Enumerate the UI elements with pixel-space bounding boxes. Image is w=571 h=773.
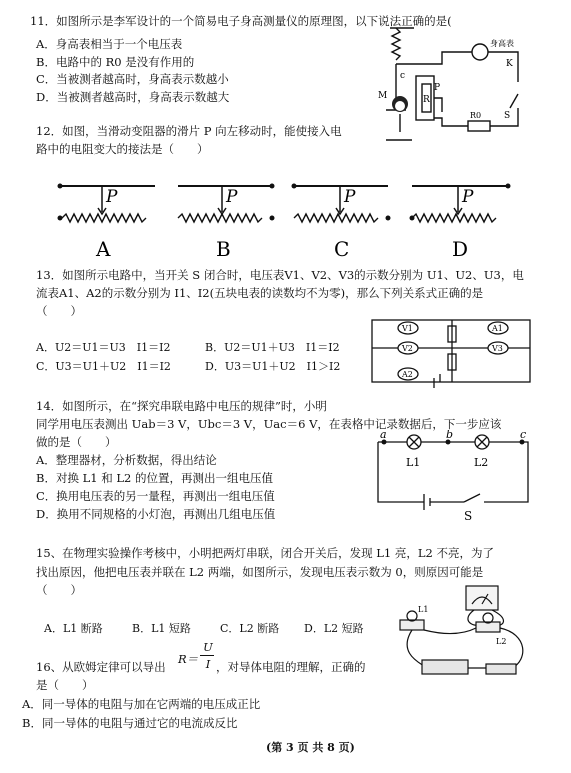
q14-option-d: D．换用不同规格的小灯泡，再测出几组电压值 bbox=[36, 507, 276, 521]
q15-option-d: D．L2 短路 bbox=[304, 622, 364, 635]
svg-text:P: P bbox=[344, 187, 356, 207]
q15-stem-line1: 15、在物理实验操作考核中，小明把两灯串联，闭合开关后，发现 L1 亮，L2 不亮，为了 bbox=[36, 546, 495, 560]
q11-option-b: B．电路中的 R0 是没有作用的 bbox=[36, 55, 195, 69]
fig14-lamp-l2: L2 bbox=[474, 456, 489, 469]
fig11-label-r: R bbox=[423, 95, 430, 105]
svg-text:P: P bbox=[462, 187, 474, 207]
q12-choice-d: D bbox=[452, 237, 469, 260]
q14-option-b: B．对换 L1 和 L2 的位置，再测出一组电压值 bbox=[36, 471, 273, 485]
q16-option-b: B．同一导体的电阻与通过它的电流成反比 bbox=[22, 716, 238, 730]
q13-stem-line2: 流表A1、A2的示数分别为 I1、I2(五块电表的读数均不为零)，那么下列关系式正确的是 bbox=[36, 286, 484, 300]
meter-v3: V3 bbox=[492, 344, 503, 353]
q12-stem-line2: 路中的电阻变大的接法是（ ） bbox=[36, 142, 209, 156]
fig11-label-p: P bbox=[434, 83, 441, 93]
q16-formula-numerator: U bbox=[203, 640, 213, 654]
q13-stem-line3: （ ） bbox=[36, 304, 82, 318]
page-footer: (第 3 页 共 8 页) bbox=[266, 741, 355, 754]
series-lamps-circuit-figure bbox=[368, 430, 538, 524]
q11-option-d: D．当被测者越高时，身高表示数越大 bbox=[36, 90, 230, 104]
fig11-label-k: K bbox=[506, 59, 513, 69]
fig11-label-m: M bbox=[378, 91, 388, 101]
rheostat-c bbox=[292, 184, 391, 223]
q14-option-c: C．换用电压表的另一量程，再测出一组电压值 bbox=[36, 489, 275, 503]
q16-option-a: A．同一导体的电阻与加在它两端的电压成正比 bbox=[22, 697, 261, 711]
q15-option-c: C．L2 断路 bbox=[220, 622, 280, 635]
q12-choice-c: C bbox=[334, 237, 350, 260]
rheostat-options-figure bbox=[50, 168, 530, 260]
meter-v2: V2 bbox=[402, 344, 413, 353]
fig11-label-meter: 身高表 bbox=[490, 39, 514, 48]
rheostat-b bbox=[178, 184, 275, 223]
q12-stem-line1: 12．如图，当滑动变阻器的滑片 P 向左移动时，能使接入电 bbox=[36, 124, 342, 138]
fig11-label-c: c bbox=[400, 71, 406, 81]
svg-text:P: P bbox=[226, 187, 238, 207]
fig14-lamp-l1: L1 bbox=[406, 456, 421, 469]
q16-fraction-bar bbox=[200, 655, 214, 656]
q12-choice-a: A bbox=[96, 237, 111, 260]
q11-option-a: A．身高表相当于一个电压表 bbox=[36, 37, 183, 51]
q11-option-c: C．当被测者越高时，身高表示数越小 bbox=[36, 72, 229, 86]
q16-stem-line2: 是（ ） bbox=[36, 678, 94, 692]
fig11-label-r0: R0 bbox=[470, 111, 482, 120]
voltmeter-lamps-figure bbox=[388, 582, 538, 682]
svg-text:P: P bbox=[106, 187, 118, 207]
fig14-point-c: c bbox=[520, 430, 527, 441]
q13-stem-line1: 13．如图所示电路中，当开关 S 闭合时，电压表V1、V2、V3的示数分别为 U1、U2、U3，电 bbox=[36, 268, 524, 282]
q12-choice-b: B bbox=[216, 237, 231, 260]
q15-option-b: B．L1 短路 bbox=[132, 622, 191, 635]
q13-option-d: D．U3＝U1＋U2 I1＞I2 bbox=[205, 360, 341, 373]
q16-stem-pre: 16、从欧姆定律可以导出 bbox=[36, 660, 166, 674]
fig14-point-a: a bbox=[380, 430, 387, 441]
q15-option-a: A．L1 断路 bbox=[44, 622, 103, 635]
q13-option-a: A．U2＝U1＝U3 I1＝I2 bbox=[36, 341, 171, 354]
fig15-lamp-l2: L2 bbox=[496, 637, 507, 646]
q16-stem-post: ，对导体电阻的理解，正确的 bbox=[216, 660, 366, 674]
q16-formula-lhs: R＝ bbox=[178, 652, 199, 666]
q11-stem: 11．如图所示是李军设计的一个简易电子身高测量仪的原理图，以下说法正确的是( bbox=[30, 14, 452, 28]
q14-option-a: A．整理器材，分析数据，得出结论 bbox=[36, 453, 217, 467]
q14-stem-line2: 同学用电压表测出 Uab＝3 V，Ubc＝3 V，Uac＝6 V，在表格中记录数据后，下一步应该 bbox=[36, 417, 502, 431]
meter-a1: A1 bbox=[492, 324, 503, 333]
rheostat-a bbox=[58, 184, 156, 223]
meters-circuit-figure bbox=[368, 316, 536, 390]
fig15-lamp-l1: L1 bbox=[418, 605, 429, 614]
q15-stem-line2: 找出原因，他把电压表并联在 L2 两端，如图所示，发现电压表示数为 0，则原因可能是 bbox=[36, 565, 484, 579]
q14-stem-line3: 做的是（ ） bbox=[36, 435, 117, 449]
q14-stem-line1: 14．如图所示，在“探究串联电路中电压的规律”时，小明 bbox=[36, 399, 327, 413]
fig14-switch-s: S bbox=[464, 509, 473, 523]
meter-a2: A2 bbox=[402, 370, 413, 379]
rheostat-d bbox=[410, 184, 511, 223]
q13-option-b: B．U2＝U1＋U3 I1＝I2 bbox=[205, 341, 340, 354]
meter-v1: V1 bbox=[402, 324, 413, 333]
fig11-label-s: S bbox=[504, 111, 511, 121]
fig14-point-b: b bbox=[446, 430, 454, 441]
q15-stem-line3: （ ） bbox=[36, 583, 82, 597]
height-meter-circuit-figure bbox=[372, 22, 532, 150]
q16-formula-denominator: I bbox=[205, 657, 211, 671]
q13-option-c: C．U3＝U1＋U2 I1＝I2 bbox=[36, 360, 171, 373]
